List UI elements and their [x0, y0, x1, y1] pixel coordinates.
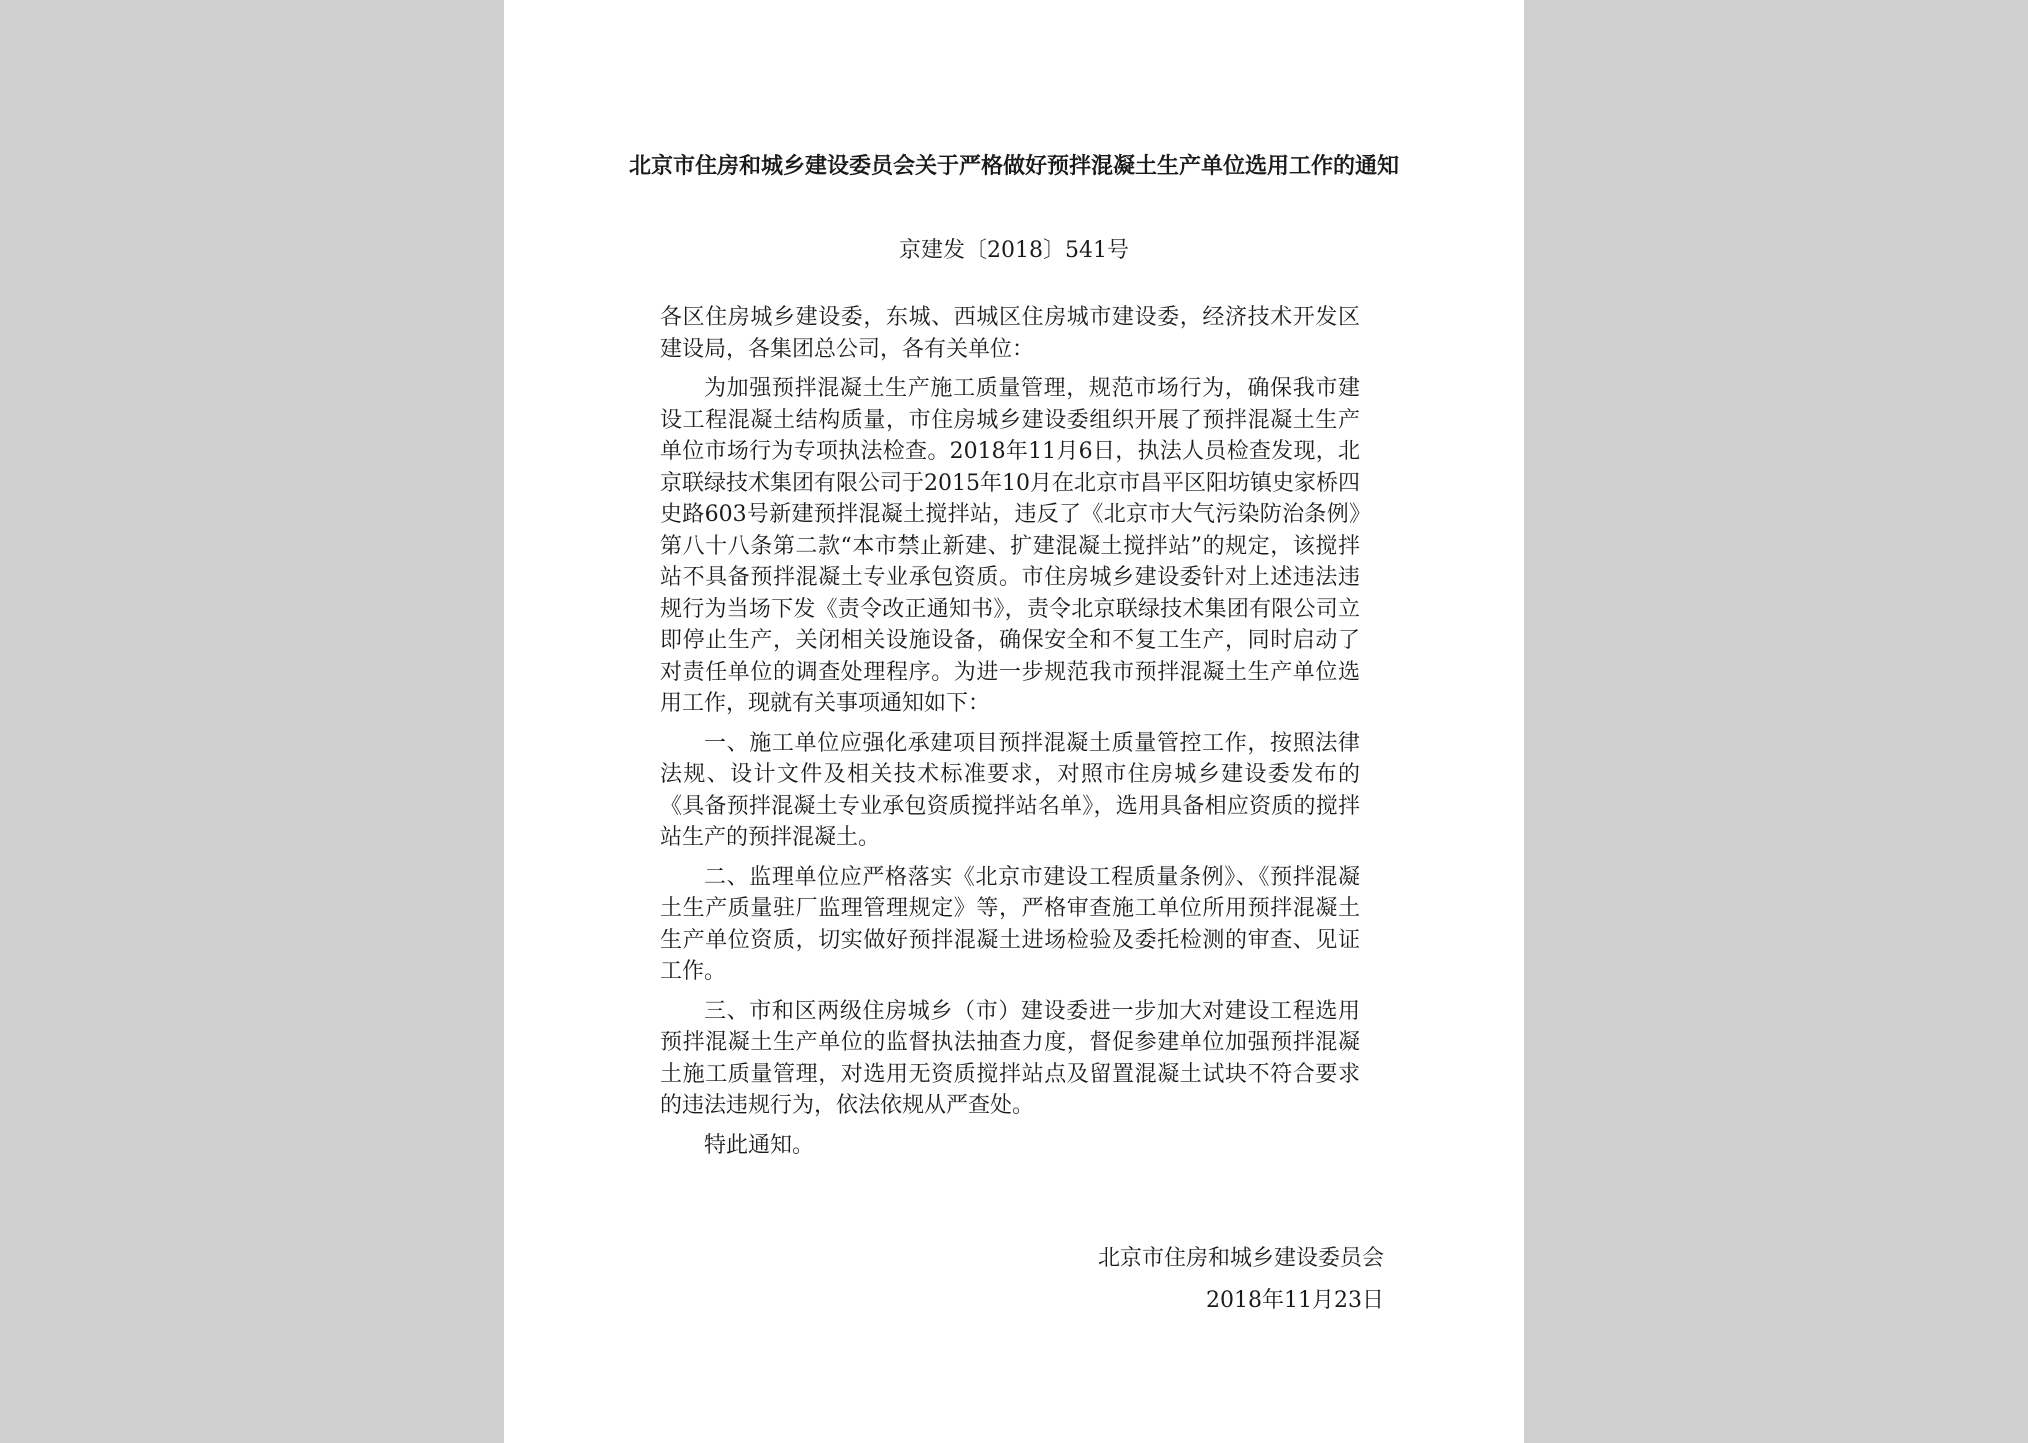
document-number: 京建发〔2018〕541号 [899, 238, 1129, 263]
document-title: 北京市住房和城乡建设委员会关于严格做好预拌混凝土生产单位选用工作的通知 [628, 154, 1399, 179]
paragraph: 为加强预拌混凝土生产施工质量管理，规范市场行为，确保我市建设工程混凝土结构质量，市住房城乡建设委组织开展了预拌混凝土生产单位市场行为专项执法检查。2018年11月6日，执法人员检查发现，北京联绿技术集团有限公司于2015年10月在北京市昌平区阳坊镇史家桥四史路603号新建预拌混凝土搅拌站，违反了《北京市大气污染防治条例》第八十八条第二款“本市禁止新建、扩建混凝土搅拌站”的规定，该搅拌站不具备预拌混凝土专业承包资质。市住房城乡建设委针对上述违法违规行为当场下发《责令改正通知书》，责令北京联绿技术集团有限公司立即停止生产，关闭相关设施设备，确保安全和不复工生产，同时启动了对责任单位的调查处理程序。为进一步规范我市预拌混凝土生产单位选用工作，现就有关事项通知如下： [660, 376, 1360, 716]
paragraph: 二、监理单位应严格落实《北京市建设工程质量条例》、《预拌混凝土生产质量驻厂监理管理规定》等，严格审查施工单位所用预拌混凝土生产单位资质，切实做好预拌混凝土进场检验及委托检测的审查、见证工作。 [660, 864, 1360, 984]
paragraph: 三、市和区两级住房城乡（市）建设委进一步加大对建设工程选用预拌混凝土生产单位的监督执法抽查力度，督促参建单位加强预拌混凝土施工质量管理，对选用无资质搅拌站点及留置混凝土试块不符合要求的违法违规行为，依法依规从严查处。 [660, 998, 1360, 1118]
signature-date: 2018年11月23日 [1206, 1288, 1384, 1313]
salutation: 各区住房城乡建设委，东城、西城区住房城市建设委，经济技术开发区建设局，各集团总公司，各有关单位： [660, 305, 1360, 362]
closing-line: 特此通知。 [704, 1132, 815, 1158]
signature-block [1098, 1238, 1384, 1322]
signature-issuer: 北京市住房和城乡建设委员会 [1097, 1246, 1384, 1271]
document-page [504, 0, 1524, 1443]
document-body [660, 302, 1360, 1161]
paragraph: 一、施工单位应强化承建项目预拌混凝土质量管控工作，按照法律法规、设计文件及相关技术标准要求，对照市住房城乡建设委发布的《具备预拌混凝土专业承包资质搅拌站名单》，选用具备相应资质的搅拌站生产的预拌混凝土。 [660, 730, 1360, 850]
